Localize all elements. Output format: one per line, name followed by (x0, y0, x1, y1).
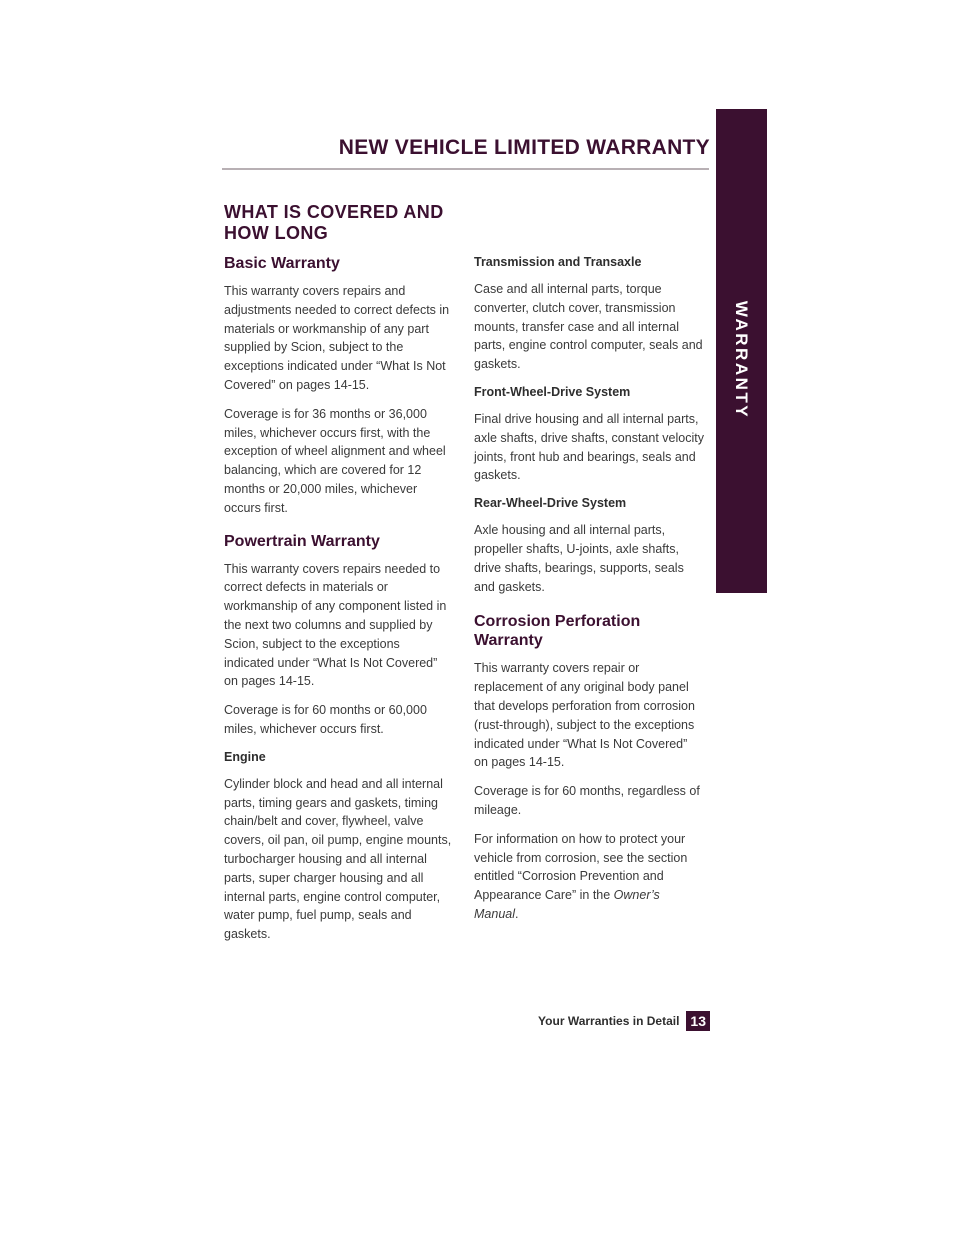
corrosion-paragraph-3-text: For information on how to protect your vehicle from corrosion, see the section entitled “Corrosion Prevention and Appearance Care” in the (474, 831, 688, 903)
engine-heading: Engine (224, 749, 266, 764)
rwd-system-heading: Rear-Wheel-Drive System (474, 496, 627, 511)
page-number: 13 (686, 1011, 710, 1031)
powertrain-warranty-paragraph-1: This warranty covers repairs needed to correct defects in materials or workmanship of any component listed in the next two columns and supplied by Scion, subject to the exceptions indicated under “What Is Not Covered” on pages 14-15. (224, 561, 447, 689)
side-tab-label: WARRANTY (732, 300, 752, 420)
basic-warranty-paragraph-2: Coverage is for 36 months or 36,000 miles, whichever occurs first, with the exception of wheel alignment and wheel balancing, which are covered for 12 months or 20,000 miles, whichever occurs first. (224, 406, 446, 515)
basic-warranty-heading: Basic Warranty (224, 255, 340, 272)
page-footer (440, 1011, 710, 1031)
fwd-system-heading: Front-Wheel-Drive System (474, 384, 631, 399)
fwd-system-paragraph: Final drive housing and all internal parts, axle shafts, drive shafts, constant velocity joints, front hub and bearings, seals and gaskets. (474, 411, 704, 483)
left-column (224, 202, 452, 954)
header-divider (222, 168, 709, 170)
powertrain-warranty-heading: Powertrain Warranty (224, 532, 380, 550)
transmission-heading: Transmission and Transaxle (474, 255, 642, 269)
powertrain-warranty-paragraph-2: Coverage is for 60 months or 60,000 miles, whichever occurs first. (224, 703, 427, 736)
right-column (474, 254, 704, 934)
section-heading: WHAT IS COVERED AND HOW LONG (224, 202, 444, 243)
page-header-title: NEW VEHICLE LIMITED WARRANTY (338, 136, 710, 159)
footer-section-label: Your Warranties in Detail (538, 1014, 680, 1028)
engine-paragraph: Cylinder block and head and all internal parts, timing gears and gaskets, timing chain/belt and cover, flywheel, valve covers, oil pan, oil pump, engine mounts, turbocharger housing and all internal parts, super charger housing and all internal parts, engine control computer, water pump, fuel pump, seals and gaskets. (224, 776, 452, 942)
rwd-system-paragraph: Axle housing and all internal parts, propeller shafts, U-joints, axle shafts, drive shafts, bearings, supports, seals and gaskets. (474, 523, 684, 594)
corrosion-warranty-paragraph-3 (474, 830, 704, 924)
basic-warranty-paragraph-1: This warranty covers repairs and adjustments needed to correct defects in materials or workmanship of any part supplied by Scion, subject to the exceptions indicated under “What Is Not Covered” on pages 14-15. (224, 284, 450, 392)
corrosion-warranty-paragraph-1: This warranty covers repair or replacement of any original body panel that develops perforation from corrosion (rust-through), subject to the exceptions indicated under “What Is Not Covered” on pages 14-15. (474, 661, 695, 770)
owners-manual-reference: Owner’s Manual (474, 888, 660, 921)
corrosion-paragraph-3-end: . (515, 906, 519, 921)
corrosion-warranty-heading: Corrosion Perforation Warranty (474, 613, 641, 650)
transmission-paragraph: Case and all internal parts, torque converter, clutch cover, transmission mounts, transfer case and all internal parts, engine control computer, seals and gaskets. (474, 282, 703, 372)
corrosion-warranty-paragraph-2: Coverage is for 60 months, regardless of mileage. (474, 784, 700, 817)
side-tab-label-wrap (716, 280, 767, 440)
